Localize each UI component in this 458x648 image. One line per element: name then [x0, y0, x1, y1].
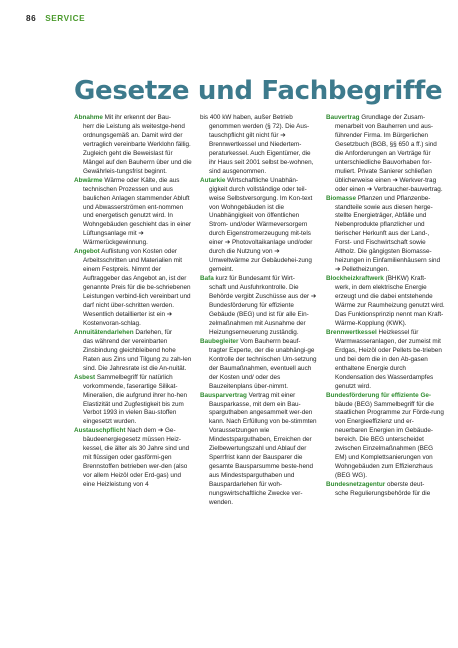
glossary-definition: genommen werden (§ 72). Die Aus-tauschpflicht gilt nicht für ➔ Brennwertkessel und Niedertem-peraturkessel. Auch Eigentümer, die ihr Haus seit 2001 selbst be-wohnen, sind ausgenommen.: [209, 122, 314, 175]
glossary-entry: [326, 481, 445, 499]
glossary-definition-first-line: Nach dem ➔ Ge-: [125, 427, 176, 435]
glossary-definition: vorkommende, faserartige Silikat-Mineralien, die aufgrund ihrer ho-hen Elastizität und Zugfestigkeit bis zum Verbot 1993 in vielen Bau-stoffen eingesetzt wurden.: [83, 382, 188, 426]
glossary-definition: Warmwasseranlagen, der zumeist mit Erdgas, Heizöl oder Pellets be-trieben und bei dem die in den Ab-gasen enthaltene Energie durch Kondensation des Wasserdampfes genutzt wird.: [335, 337, 442, 390]
glossary-definition: tragter Experte, der die unabhängi-ge Kontrolle der technischen Um-setzung der Baumaßnahmen, eventuell auch der Kosten und/ oder des Bauzeitenplans über-nimmt.: [209, 346, 317, 390]
glossary-term: Austauschpflicht: [74, 427, 126, 435]
glossary-column-2: [200, 114, 319, 508]
glossary-entry: [74, 114, 193, 177]
glossary-entry: [200, 114, 319, 177]
glossary-entry: [326, 329, 445, 392]
glossary-term: Bundesnetzagentur: [326, 481, 386, 489]
glossary-entry: [326, 195, 445, 276]
page-header: [26, 14, 85, 23]
glossary-definition: das während der vereinbarten Zinsbindung gleichbleibend hohe Raten aus Zins und Tilgung zu zah-len sind. Die Jahresrate ist die An-nuität.: [83, 337, 192, 372]
glossary-definition-first-line: Auflistung von Kosten oder: [99, 248, 177, 256]
glossary-term: Biomasse: [326, 194, 356, 202]
glossary-entry: [74, 427, 193, 490]
section-label: SERVICE: [45, 14, 86, 23]
glossary-definition: sche Regulierungsbehörde für die: [335, 490, 431, 498]
glossary-definition-first-line: kurz für Bundesamt für Wirt-: [213, 275, 295, 283]
glossary-entry: [200, 392, 319, 508]
glossary-entry: [74, 248, 193, 329]
glossary-term: Baubegleiter: [200, 337, 239, 345]
glossary-definition-first-line: bis 400 kW haben, außer Betrieb: [200, 114, 293, 121]
page-number: 86: [26, 14, 37, 23]
glossary-definition: schaft und Ausfuhrkontrolle. Die Behörde vergibt Zuschüsse aus der ➔ Bundesförderung für effiziente Gebäude (BEG) und ist für alle Ein-zelmaßnahmen mit Ausnahme der Heizungserneuerung zuständig.: [209, 284, 317, 336]
glossary-definition: werk, in dem elektrische Energie erzeugt und die dabei entstehende Wärme zur Raumheizung genutzt wird. Das Funktionsprinzip nennt man Kraft-Wärme-Kopplung (KWK).: [335, 284, 445, 327]
glossary-term: Bundesförderung für effiziente Ge-: [326, 391, 432, 399]
glossary-entry: [74, 329, 193, 374]
glossary-entry: [326, 275, 445, 329]
glossary-definition-first-line: Vom Bauherrn beauf-: [238, 337, 301, 345]
glossary-term: Autarkie: [200, 176, 226, 184]
glossary-definition-first-line: Sammelbegriff für natürlich: [95, 373, 173, 381]
glossary-definition: technischen Prozessen und aus baulichen Anlagen stammender Abluft und Abwasserströmen ent-nommen und energetisch genutzt wird. In Wohngebäuden geschieht das in einer Lüftungsanlage mit ➔ Wärmerückgewinnung.: [83, 185, 192, 247]
glossary-term: Abnahme: [74, 114, 103, 121]
glossary-definition: gigkeit durch vollständige oder teil-weise Selbstversorgung. Im Kon-text von Wohngebäuden ist die Unabhängigkeit von öffentlichen Strom- und/oder Wärmeversorgern durch Eigenstromerzeugung mit-tels einer ➔ Photovoltaikanlage und/oder durch die Nutzung von ➔ Umweltwärme zur Gebäudehei-zung gemeint.: [209, 185, 313, 274]
glossary-entry: [200, 338, 319, 392]
glossary-definition-first-line: Darlehen, für: [133, 328, 173, 336]
page-title: Gesetze und Fachbegriffe: [74, 76, 443, 106]
glossary-term: Angebot: [74, 248, 100, 256]
glossary-term: Bausparvertrag: [200, 391, 247, 399]
glossary-term: Abwärme: [74, 176, 103, 184]
glossary-column-1: [74, 114, 193, 490]
glossary-definition: bäudeenergiegesetz müssen Heiz-kessel, die älter als 30 Jahre sind und mit flüssigen oder gasförmi-gen Brennstoffen betrieben wer-den (also vor allem Heizöl oder Erd-gas) und eine Heizleistung von 4: [83, 436, 190, 489]
glossary-entry: [326, 114, 445, 195]
glossary-definition-first-line: oberste deut-: [385, 481, 425, 489]
glossary-entry: [326, 392, 445, 482]
glossary-definition-first-line: Mit ihr erkennt der Bau-: [102, 114, 171, 121]
glossary-term: Asbest: [74, 373, 96, 381]
glossary-term: Annuitätendarlehen: [74, 328, 134, 336]
glossary-entry: [74, 177, 193, 249]
glossary-definition-first-line: Pflanzen und Pflanzenbe-: [355, 194, 431, 202]
glossary-definition-first-line: Heizkessel für: [376, 328, 419, 336]
glossary-definition: Arbeitsschritten und Materialien mit einem Festpreis. Nimmt der Auftraggeber das Angebot an, ist der genannte Preis für die be-schriebenen Leistungen verbind-lich vereinbart und darf nicht über-schritten werden. Wesentlich detaillierter ist ein ➔ Kostenvoran-schlag.: [83, 257, 191, 327]
glossary-definition: menarbeit von Bauherren und aus-führender Firma. Im Bürgerlichen Gesetzbuch (BGB, §§ 650 a ff.) sind die Anforderungen an Verträge für unterschiedliche Bauvorhaben for-muliert. Private Sanierer schließen üblicherweise einen ➔ Werkver-trag oder einen ➔ Verbraucher-bauvertrag.: [335, 122, 443, 193]
glossary-column-3: [326, 114, 445, 499]
glossary-definition-first-line: Grundlage der Zusam-: [359, 114, 426, 121]
glossary-definition-first-line: (BHKW) Kraft-: [383, 275, 427, 283]
glossary-entry: [200, 275, 319, 338]
glossary-entry: [200, 177, 319, 275]
glossary-definition-first-line: Vertrag mit einer: [246, 391, 296, 399]
glossary-term: Bauvertrag: [326, 114, 360, 121]
glossary-term: Brennwertkessel: [326, 328, 377, 336]
glossary-definition: Bausparkasse, mit dem ein Bau-sparguthaben angesammelt wer-den kann. Nach Erfüllung von be-stimmten Voraussetzungen wie Mindestsparguthaben, Erreichen der Zielbewertungszahl und Ablauf der Sperrfrist kann der Bausparer die gesamte Bausparsumme beste-hend aus Mindestsparguthaben und Bauspardarlehen für woh-nungswirtschaftliche Zwecke ver-wenden.: [209, 400, 317, 506]
glossary-definition: herr die Leistung als weitestge-hend ordnungsgemäß an. Damit wird der vertraglich vereinbarte Werklohn fällig. Zugleich geht die Beweislast für Mängel auf den Bauherrn über und die Gewährleis-tungsfrist beginnt.: [83, 122, 192, 175]
glossary-definition: standteile sowie aus diesen herge-stellte Energieträger, Abfälle und Nebenprodukte pflanzlicher und tierischer Herkunft aus der Land-, Forst- und Fischwirtschaft sowie Altholz. Die gängigsten Biomasse-heizungen in Einfamilienhäusern sind ➔ Pelletheizungen.: [335, 203, 441, 274]
glossary-term: Bafa: [200, 275, 214, 283]
glossary-definition: bäude (BEG) Sammelbegriff für die staatlichen Programme zur Förde-rung von Energieeffizienz und er-neuerbaren Energien im Gebäude-bereich. Die BEG unterscheidet zwischen Einzelmaßnahmen (BEG EM) und Komplettsanierungen von Wohngebäuden zum Effizienzhaus (BEG WG).: [335, 400, 444, 480]
glossary-definition-first-line: Wirtschaftliche Unabhän-: [225, 176, 299, 184]
glossary-entry: [74, 374, 193, 428]
glossary-term: Blockheizkraftwerk: [326, 275, 384, 283]
glossary-definition-first-line: Wärme oder Kälte, die aus: [102, 176, 180, 184]
